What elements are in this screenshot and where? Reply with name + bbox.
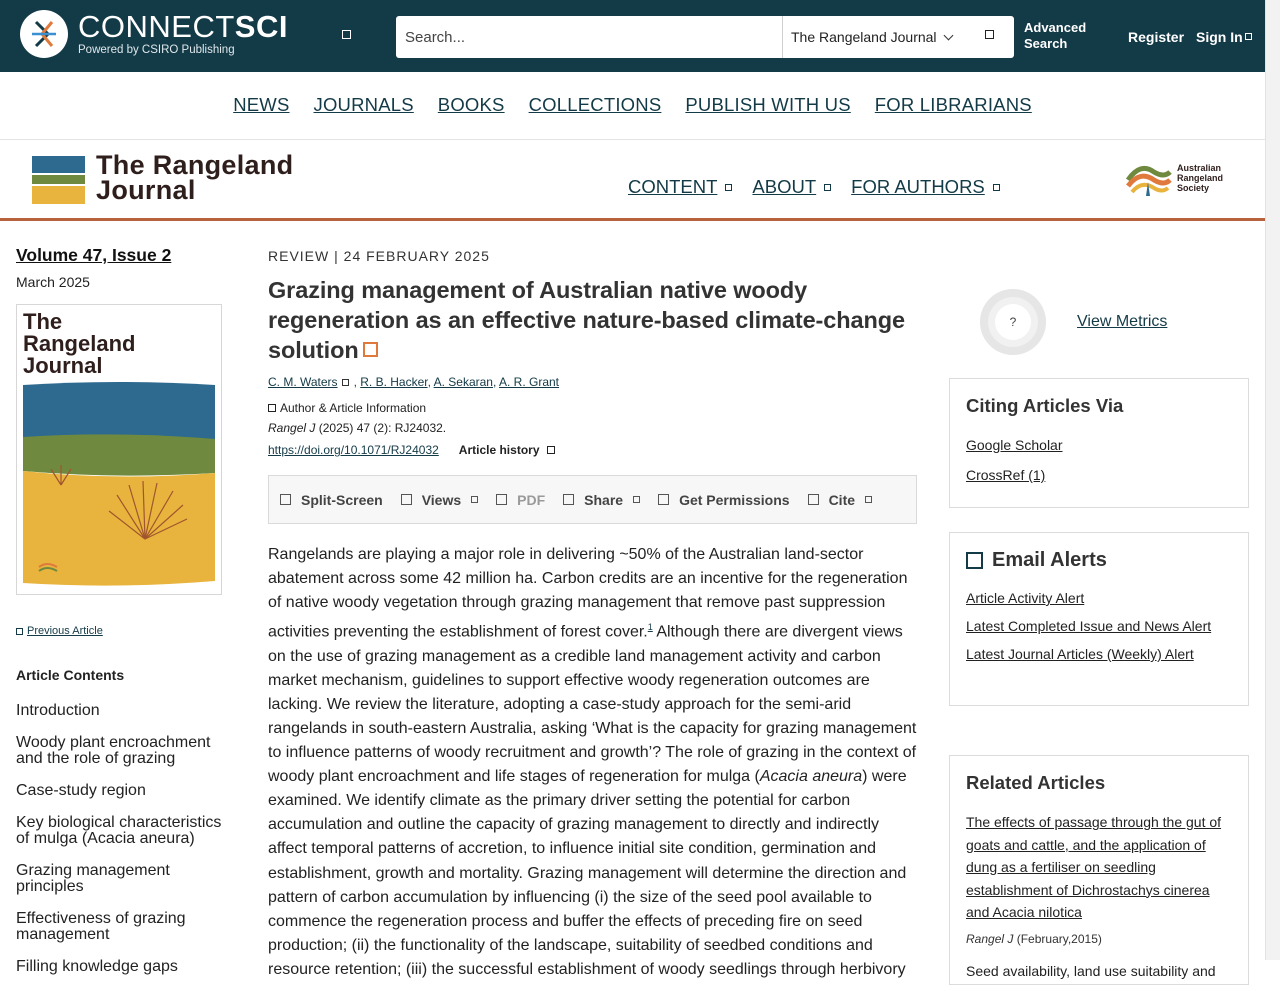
journal-logo-icon[interactable] — [32, 156, 85, 209]
views-label: Views — [421, 491, 462, 508]
journal-header — [0, 141, 1265, 221]
author-list — [268, 375, 918, 389]
nav-for-librarians[interactable]: FOR LIBRARIANS — [874, 93, 1032, 115]
share-label: Share — [584, 491, 624, 508]
nav-journals[interactable]: JOURNALS — [313, 93, 414, 115]
views-icon — [401, 494, 412, 505]
author-link[interactable]: C. M. Waters — [268, 375, 338, 389]
chevron-down-icon — [633, 496, 640, 503]
latest-articles-alert-link[interactable]: Latest Journal Articles (Weekly) Alert — [966, 646, 1194, 662]
doi-row — [268, 443, 918, 457]
views-button[interactable] — [401, 492, 478, 508]
chevron-down-icon — [471, 496, 478, 503]
cite-button[interactable] — [808, 492, 872, 508]
split-screen-button[interactable] — [280, 492, 383, 508]
google-scholar-link[interactable]: Google Scholar — [966, 437, 1063, 453]
metrics-widget — [980, 289, 1167, 355]
latest-issue-alert-link[interactable]: Latest Completed Issue and News Alert — [966, 618, 1212, 634]
pdf-label: PDF — [517, 491, 546, 508]
logo-main-bold-text: SCI — [234, 9, 288, 44]
previous-article-label: Previous Article — [27, 625, 103, 637]
author-separator: , — [492, 375, 499, 389]
author-article-info-label: Author & Article Information — [280, 401, 427, 415]
altmetric-badge[interactable] — [980, 289, 1046, 355]
previous-article-link[interactable] — [16, 625, 228, 637]
abstract-text — [268, 543, 918, 982]
citation-line — [268, 421, 918, 435]
advanced-search-line1: Advanced — [1024, 20, 1087, 35]
journal-nav-for-authors[interactable] — [851, 176, 1000, 198]
contents-item-knowledge-gaps[interactable]: Filling knowledge gaps — [16, 958, 178, 975]
contents-item-woody-encroachment[interactable]: Woody plant encroachment and the role of grazing — [16, 734, 211, 767]
society-name-line2: Rangeland — [1177, 173, 1224, 183]
related-article-meta — [966, 932, 1232, 946]
open-access-icon — [363, 342, 378, 357]
contents-item-effectiveness[interactable]: Effectiveness of grazing management — [16, 910, 186, 943]
issue-link[interactable]: Volume 47, Issue 2 — [16, 245, 172, 265]
expand-icon — [268, 404, 276, 412]
abstract-part-2: Although there are divergent views on the use of grazing management as a credible land management activity and carbon market mechanism, guidelines to support effective woody regeneration outcomes are lacking. We review the literature, adopting a case-study approach for the semi-arid rangelands in south-eastern Australia, asking ‘What is the capacity for grazing management to influence patterns of woody recruitment and growth’? The role of grazing in the context of woody plant encroachment and life stages of regeneration for mulga ( — [268, 623, 917, 786]
citation-details: (2025) 47 (2): RJ24032. — [318, 421, 447, 435]
article-history-label: Article history — [458, 443, 540, 457]
split-screen-label: Split-Screen — [301, 491, 383, 508]
journal-nav-about-label: ABOUT — [752, 176, 817, 197]
author-link[interactable]: A. R. Grant — [499, 375, 560, 389]
nav-news[interactable]: NEWS — [233, 93, 290, 115]
article-contents-heading: Article Contents — [16, 667, 125, 683]
footnote-link[interactable]: 1 — [647, 622, 653, 633]
search-icon[interactable] — [985, 30, 994, 39]
logo-main-text: CONNECT — [78, 9, 235, 44]
connectsci-logo[interactable] — [20, 10, 288, 58]
article-contents-list — [16, 703, 228, 975]
share-icon — [563, 494, 574, 505]
contents-item-mulga[interactable]: Key biological characteristics of mulga (Acacia aneura) — [16, 814, 222, 847]
related-article-link[interactable]: Seed availability, land use suitability and — [966, 962, 1216, 979]
get-permissions-button[interactable] — [658, 492, 790, 508]
author-separator: , — [353, 375, 361, 389]
external-icon — [1245, 33, 1252, 40]
split-screen-icon — [280, 494, 291, 505]
nav-collections[interactable]: COLLECTIONS — [528, 93, 662, 115]
dropdown-icon — [824, 184, 831, 191]
advanced-search-link[interactable] — [1024, 20, 1086, 52]
connectsci-logo-mark-icon — [20, 10, 68, 58]
society-logo-icon — [1126, 158, 1172, 198]
cite-label: Cite — [828, 491, 856, 508]
altmetric-badge-score: ? — [995, 304, 1031, 340]
journal-nav-for-authors-label: FOR AUTHORS — [851, 176, 985, 197]
sign-in-link[interactable] — [1196, 29, 1252, 45]
menu-icon[interactable] — [342, 30, 351, 39]
author-article-info-toggle[interactable] — [268, 401, 918, 415]
related-article-journal: Rangel J — [966, 931, 1014, 946]
cover-artwork — [17, 305, 221, 594]
article-title — [268, 275, 918, 365]
society-name-line1: Australian — [1177, 163, 1222, 173]
register-link[interactable]: Register — [1128, 29, 1185, 45]
article-date: 24 FEBRUARY 2025 — [343, 248, 490, 264]
doi-link[interactable]: https://doi.org/10.1071/RJ24032 — [268, 443, 439, 457]
chevron-down-icon — [547, 446, 555, 454]
article-kicker — [268, 248, 918, 264]
citing-articles-card — [949, 378, 1249, 508]
author-link[interactable]: A. Sekaran — [433, 375, 493, 389]
citation-journal: Rangel J — [268, 421, 316, 435]
site-nav — [0, 72, 1265, 140]
article-type: REVIEW — [268, 248, 330, 264]
related-article-date: (February,2015) — [1016, 931, 1102, 946]
contents-item-grazing-principles[interactable]: Grazing management principles — [16, 862, 170, 895]
advanced-search-line2: Search — [1024, 36, 1068, 51]
logo-subtitle: Powered by CSIRO Publishing — [78, 44, 235, 56]
citing-articles-heading: Citing Articles Via — [966, 395, 1124, 416]
permissions-icon — [658, 494, 669, 505]
chevron-down-icon — [865, 496, 872, 503]
abstract-part-3: ) were examined. We identify climate as the primary driver setting the potential for carbon accumulation and outline the capacity of grazing management to directly and indirectly affect temporal patterns of accretion, to influence initial site condition, germination and establishment, growth and mortality. Grazing management will determine the direction and pattern of carbon accumulation by influencing (i) the size of the seed pool available to commence the regeneration process and buffer the effects of preceding fire on seed production; (ii) the functionality of the landscape, suitability of seedbed conditions and resource retention; (iii) the successful establishment of woody seedlings through herbivory — [268, 768, 907, 978]
article-activity-alert-link[interactable]: Article Activity Alert — [966, 590, 1085, 606]
view-metrics-link[interactable]: View Metrics — [1077, 313, 1168, 330]
cite-icon — [808, 494, 819, 505]
related-articles-heading: Related Articles — [966, 772, 1106, 793]
contents-item-introduction[interactable]: Introduction — [16, 702, 100, 719]
search-input[interactable] — [396, 16, 782, 58]
abstract-species: Acacia aneura — [759, 768, 863, 786]
journal-title-line2: Journal — [96, 175, 196, 205]
page-scrollbar[interactable] — [1265, 0, 1280, 960]
article-toolbar — [268, 475, 917, 524]
kicker-separator: | — [329, 248, 344, 264]
issue-date: March 2025 — [16, 274, 90, 290]
article-history-toggle[interactable] — [459, 443, 555, 457]
nav-publish-with-us[interactable]: PUBLISH WITH US — [685, 93, 851, 115]
arrow-left-icon — [16, 628, 23, 635]
cover-title-line2: Rangeland — [23, 331, 136, 356]
crossref-link[interactable]: CrossRef (1) — [966, 467, 1046, 483]
share-button[interactable] — [563, 492, 640, 508]
bell-icon — [966, 552, 983, 569]
pdf-icon — [496, 494, 507, 505]
chevron-down-icon — [943, 30, 953, 40]
society-name-line3: Society — [1177, 183, 1210, 193]
article-main — [268, 248, 918, 982]
dropdown-icon — [725, 184, 732, 191]
journal-cover-image[interactable] — [16, 304, 222, 595]
email-alerts-heading-label: Email Alerts — [992, 549, 1107, 571]
left-sidebar — [16, 245, 228, 991]
journal-nav-content[interactable] — [628, 176, 732, 198]
dropdown-icon — [993, 184, 1000, 191]
email-icon[interactable] — [342, 379, 349, 386]
related-articles-card — [949, 755, 1249, 985]
email-alerts-card — [949, 532, 1249, 706]
search-scope-select[interactable] — [782, 16, 1014, 58]
author-separator: , — [427, 375, 434, 389]
author-link[interactable]: R. B. Hacker — [360, 375, 428, 389]
journal-title[interactable] — [96, 150, 294, 205]
pdf-button[interactable] — [496, 492, 545, 508]
nav-books[interactable]: BOOKS — [437, 93, 505, 115]
get-permissions-label: Get Permissions — [679, 491, 790, 508]
abstract-part-1: Rangelands are playing a major role in delivering ~50% of the Australian land-sector abatement across some 42 million ha. Carbon credits are an incentive for the regeneration of native woody vegetation through grazing management that remove past suppression activities preventing the establishment of forest cover. — [268, 546, 908, 641]
cover-title-line3: Journal — [23, 353, 103, 378]
email-alerts-heading — [966, 549, 1232, 572]
search-bar — [396, 16, 1014, 58]
sign-in-label: Sign In — [1196, 29, 1243, 45]
journal-title-line1: The Rangeland — [96, 150, 294, 180]
top-bar — [0, 0, 1265, 72]
journal-nav-about[interactable] — [752, 176, 831, 198]
search-scope-value: The Rangeland Journal — [791, 29, 937, 45]
journal-nav — [628, 176, 1020, 198]
contents-item-case-study[interactable]: Case-study region — [16, 782, 146, 799]
article-title-text: Grazing management of Australian native woody regeneration as an effective nature-based climate-change solution — [268, 277, 905, 363]
cover-title-line1: The — [23, 309, 63, 334]
related-article-link[interactable]: The effects of passage through the gut of goats and cattle, and the application of dung as a fertiliser on seedling establishment of Dichrostachys cinerea and Acacia nilotica — [966, 814, 1222, 920]
journal-nav-content-label: CONTENT — [628, 176, 718, 197]
society-logo[interactable] — [1126, 158, 1223, 198]
